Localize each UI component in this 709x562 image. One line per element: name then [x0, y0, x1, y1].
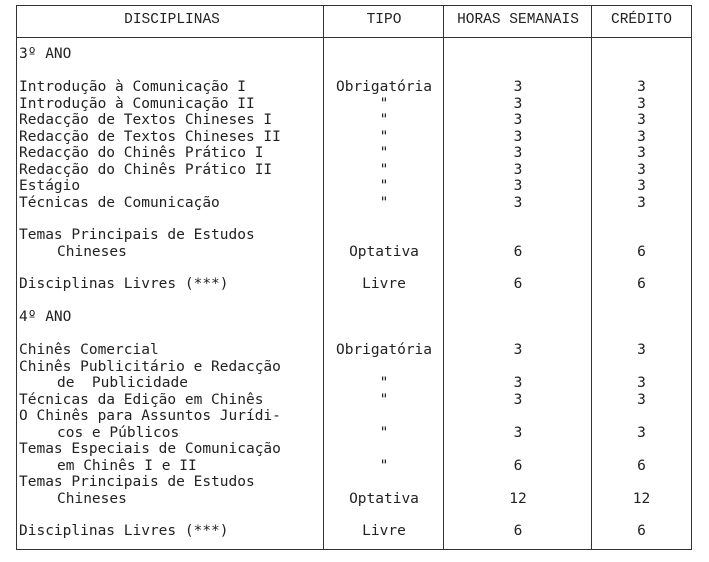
course-tipo: Optativa [349, 490, 419, 507]
course-name-cont: de Publicidade [57, 375, 188, 391]
header-divider [17, 37, 691, 38]
curriculum-table [16, 5, 692, 550]
course-name: Disciplinas Livres (***) [19, 523, 229, 539]
course-name: Disciplinas Livres (***) [19, 276, 229, 292]
course-name: Chinês Publicitário e Redacção [19, 358, 281, 375]
course-tipo: " [379, 424, 389, 441]
year4-title: 4º ANO [19, 309, 72, 325]
course-tipo: Obrigatória [335, 79, 433, 95]
course-tipo: " [379, 391, 389, 408]
course-horas: 6 [513, 523, 523, 539]
year3-title: 3º ANO [19, 46, 72, 62]
course-tipo: " [379, 112, 389, 128]
course-horas: 3 [513, 95, 523, 112]
course-credito: 12 [632, 490, 651, 507]
course-name-cont: em Chinês I e II [57, 457, 197, 474]
course-name: Temas Especiais de Comunicação [19, 441, 281, 457]
course-credito: 3 [637, 79, 646, 95]
course-horas: 3 [513, 178, 523, 194]
course-horas: 3 [513, 342, 523, 358]
header-tipo: TIPO [366, 12, 402, 28]
course-credito: 6 [637, 276, 646, 292]
course-tipo: " [379, 161, 389, 178]
course-name-cont: Chineses [57, 490, 127, 507]
course-name: Introdução à Comunicação I [19, 79, 246, 95]
course-horas: 3 [513, 128, 523, 145]
course-name: Redacção do Chinês Prático II [19, 161, 273, 178]
course-horas: 6 [513, 457, 523, 474]
course-name: Temas Principais de Estudos [19, 227, 255, 243]
course-horas: 3 [513, 424, 523, 441]
course-credito: 3 [637, 112, 646, 128]
course-name: Temas Principais de Estudos [19, 474, 255, 490]
course-name: Redacção do Chinês Prático I [19, 145, 264, 161]
course-credito: 3 [637, 161, 646, 178]
course-tipo: Livre [362, 276, 406, 292]
course-credito: 3 [637, 391, 646, 408]
course-name: Redacção de Textos Chineses I [19, 112, 273, 128]
course-horas: 3 [513, 79, 523, 95]
course-credito: 3 [637, 194, 646, 211]
course-credito: 3 [637, 424, 646, 441]
course-horas: 3 [513, 112, 523, 128]
course-name: Chinês Comercial [19, 342, 159, 358]
course-tipo: " [379, 145, 389, 161]
course-tipo: Optativa [349, 243, 419, 260]
course-name: O Chinês para Assuntos Jurídi- [19, 408, 281, 424]
course-name: Técnicas da Edição em Chinês [19, 391, 264, 408]
course-horas: 3 [513, 391, 523, 408]
header-credito: CRÉDITO [611, 12, 672, 28]
course-tipo: " [379, 128, 389, 145]
course-tipo: Livre [362, 523, 406, 539]
course-tipo: " [379, 194, 389, 211]
course-horas: 3 [513, 194, 523, 211]
course-credito: 6 [637, 523, 646, 539]
course-horas: 6 [513, 276, 523, 292]
course-tipo: " [379, 95, 389, 112]
course-horas: 6 [513, 243, 523, 260]
header-horas: HORAS SEMANAIS [457, 12, 579, 28]
course-credito: 3 [637, 178, 646, 194]
course-tipo: " [379, 375, 389, 391]
header-disciplinas: DISCIPLINAS [124, 12, 220, 28]
course-name: Redacção de Textos Chineses II [19, 128, 281, 145]
course-name: Introdução à Comunicação II [19, 95, 255, 112]
course-credito: 3 [637, 128, 646, 145]
course-tipo: " [379, 457, 389, 474]
course-tipo: " [379, 178, 389, 194]
course-horas: 12 [509, 490, 527, 507]
course-horas: 3 [513, 145, 523, 161]
course-credito: 3 [637, 145, 646, 161]
course-name-cont: Chineses [57, 243, 127, 260]
course-credito: 3 [637, 375, 646, 391]
course-name: Técnicas de Comunicação [19, 194, 220, 211]
course-credito: 3 [637, 95, 646, 112]
course-credito: 6 [637, 457, 646, 474]
course-name: Estágio [19, 178, 81, 194]
course-name-cont: cos e Públicos [57, 424, 180, 441]
course-horas: 3 [513, 161, 523, 178]
course-credito: 3 [637, 342, 646, 358]
course-tipo: Obrigatória [335, 342, 433, 358]
course-credito: 6 [637, 243, 646, 260]
course-horas: 3 [513, 375, 523, 391]
